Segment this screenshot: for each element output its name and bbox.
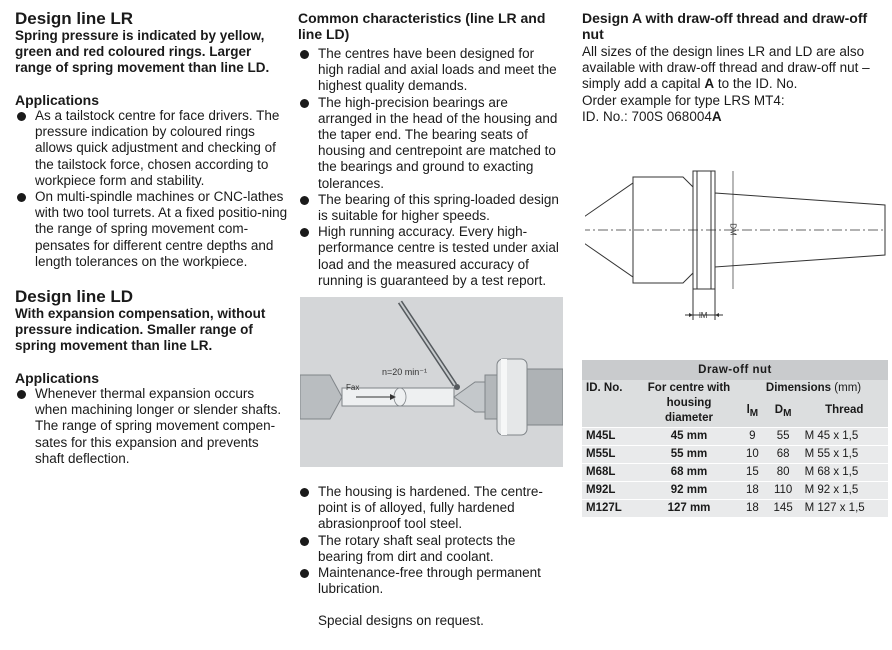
list-item: The high-precision bearings are arranged in the head of the housing and the taper end. The bearing seats of housing and centrepoint are matched to the bearings and ground to exacting tolerances.: [298, 95, 563, 192]
cell-diameter: 68 mm: [639, 464, 739, 482]
design-a-drawing: [585, 165, 890, 325]
column-common-characteristics: [298, 10, 563, 289]
cell-dm: 80: [766, 464, 801, 482]
draw-off-nut-table: [582, 360, 888, 517]
list-item: Whenever thermal expansion occurs when machining longer or slender shafts. The range of spring movement compen-sates for this expansion and prevents shaft deflection.: [15, 386, 290, 467]
list-item: The bearing of this spring-loaded design is suitable for higher speeds.: [298, 192, 563, 224]
centre-test-illustration: [300, 297, 563, 467]
lm-sub: M: [749, 407, 759, 419]
cell-id: M127L: [582, 500, 639, 518]
lr-applications-title: Applications: [15, 92, 100, 108]
cell-lm: 9: [739, 428, 766, 446]
cell-dm: 55: [766, 428, 801, 446]
cell-thread: M 55 x 1,5: [801, 446, 888, 464]
table-row: [582, 446, 888, 464]
design-a-capital: A: [704, 76, 715, 92]
list-item: The housing is hardened. The centre-point is of alloyed, fully hardened abrasionproof tool steel.: [298, 484, 563, 533]
cell-diameter: 55 mm: [639, 446, 739, 464]
cell-id: M45L: [582, 428, 639, 446]
cell-id: M68L: [582, 464, 639, 482]
speed-label: n=20 min⁻¹: [382, 367, 428, 377]
table-row: [582, 464, 888, 482]
special-designs-note: Special designs on request.: [318, 613, 484, 629]
list-item: On multi-spindle machines or CNC-lathes with two tool turrets. At a fixed positio-ning the range of spring movement com-pensates for different centre depths and length tolerances on the workpiece.: [15, 189, 290, 270]
table-caption: Draw-off nut: [582, 360, 888, 380]
list-item: The centres have been designed for high radial and axial loads and meet the highest quality demands.: [298, 46, 563, 95]
list-item: Maintenance-free through permanent lubrication.: [298, 565, 563, 597]
cell-diameter: 45 mm: [639, 428, 739, 446]
common-list: [298, 46, 563, 289]
cell-id: M55L: [582, 446, 639, 464]
dm-main: D: [774, 403, 784, 416]
col-header-lm: [739, 402, 766, 428]
cell-thread: M 68 x 1,5: [801, 464, 888, 482]
col-header-centre: For centre with housing diameter: [639, 380, 739, 428]
cell-diameter: 92 mm: [639, 482, 739, 500]
lr-lead: Spring pressure is indicated by yellow, green and red coloured rings. Larger range of spring movement than line LD.: [15, 28, 270, 75]
nut-table: [582, 360, 888, 517]
dimensions-unit: (mm): [834, 382, 862, 394]
design-a-title: Design A with draw-off thread and draw-off nut: [582, 10, 868, 42]
ld-title: Design line LD: [15, 287, 134, 307]
cell-lm: 10: [739, 446, 766, 464]
design-a-text-part: All sizes of the design lines LR and LD are also available with draw-off thread and draw-off nut – simply add a capital: [582, 44, 870, 92]
table-row: [582, 482, 888, 500]
cell-lm: 18: [739, 482, 766, 500]
column-design-a: [582, 10, 882, 125]
cell-lm: 15: [739, 464, 766, 482]
cell-diameter: 127 mm: [639, 500, 739, 518]
lr-applications-list: [15, 108, 290, 270]
list-item: The rotary shaft seal protects the bearing from dirt and coolant.: [298, 533, 563, 565]
column-common-lower: [298, 484, 563, 630]
cell-dm: 68: [766, 446, 801, 464]
cell-id: M92L: [582, 482, 639, 500]
cell-lm: 18: [739, 500, 766, 518]
cell-thread: M 92 x 1,5: [801, 482, 888, 500]
order-id-capital: A: [711, 108, 722, 124]
ld-applications-list: [15, 386, 290, 467]
table-row: [582, 500, 888, 518]
order-example-id: [582, 109, 882, 125]
ld-applications-title: Applications: [15, 370, 100, 387]
cell-thread: M 45 x 1,5: [801, 428, 888, 446]
col-header-dm: [766, 402, 801, 428]
dm-label: DM: [728, 223, 738, 236]
col-header-dimensions: [739, 380, 888, 402]
cell-dm: 145: [766, 500, 801, 518]
common-list-2: [298, 484, 563, 597]
test-photo: [300, 297, 563, 467]
table-row: [582, 428, 888, 446]
order-example-label: Order example for type LRS MT4:: [582, 92, 785, 108]
lm-label: lM: [699, 311, 708, 320]
column-design-lines: [15, 10, 290, 467]
draw-off-centre-drawing: [585, 165, 890, 325]
lm-main: l: [746, 403, 750, 416]
cell-dm: 110: [766, 482, 801, 500]
list-item: High running accuracy. Every high-performance centre is tested under axial load and the measured accuracy of running is guaranteed by a test report.: [298, 224, 563, 289]
cell-thread: M 127 x 1,5: [801, 500, 888, 518]
col-header-thread: Thread: [801, 402, 888, 428]
common-title: Common characteristics (line LR and line LD): [298, 10, 546, 42]
col-header-id: ID. No.: [582, 380, 639, 428]
ld-lead: With expansion compensation, without pressure indication. Smaller range of spring movement than line LR.: [15, 306, 266, 354]
dimensions-label: Dimensions: [765, 382, 832, 394]
force-label: Fax: [346, 383, 360, 392]
order-id-part: ID. No.: 700S 068004: [582, 108, 712, 124]
design-a-text-part: to the ID. No.: [714, 76, 798, 92]
dm-sub: M: [783, 407, 792, 419]
lr-title: Design line LR: [15, 9, 134, 28]
list-item: As a tailstock centre for face drivers. The pressure indication by coloured rings allows quick adjustment and checking of the tailstock force, chosen according to workpiece form and stability.: [15, 108, 290, 189]
design-a-text: [582, 44, 882, 93]
